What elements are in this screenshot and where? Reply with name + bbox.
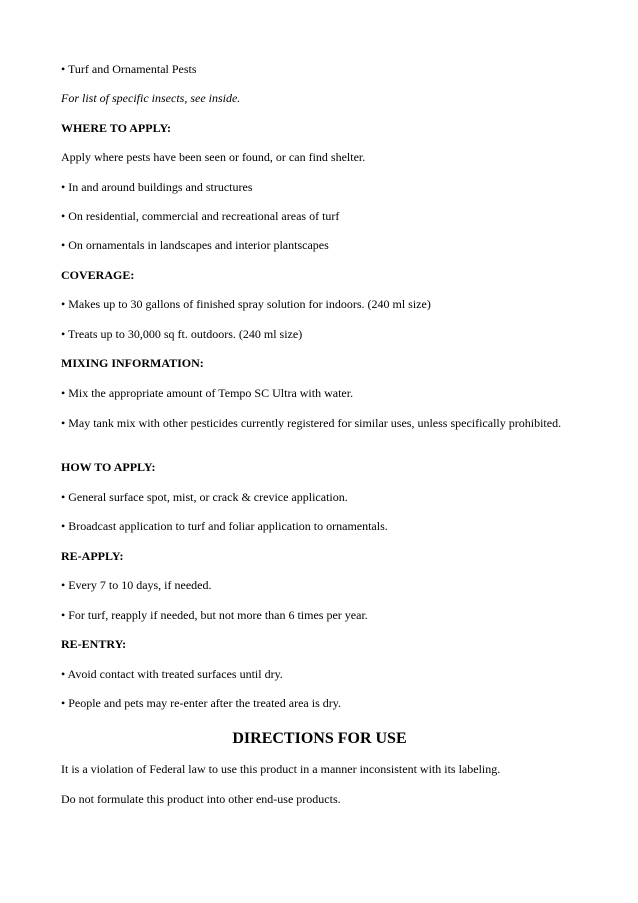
directions-title: DIRECTIONS FOR USE <box>232 730 407 747</box>
list-item: • Avoid contact with treated surfaces until dry. <box>61 667 283 681</box>
list-item: • Treats up to 30,000 sq ft. outdoors. (240 ml size) <box>61 327 303 341</box>
re-apply-heading: RE-APPLY: <box>61 549 124 563</box>
list-item: • Broadcast application to turf and foliar application to ornamentals. <box>61 519 388 533</box>
list-item: • On residential, commercial and recreational areas of turf <box>61 209 340 223</box>
where-to-apply-heading: WHERE TO APPLY: <box>61 121 172 135</box>
coverage-heading: COVERAGE: <box>61 268 135 282</box>
intro-bullet: • Turf and Ornamental Pests <box>61 62 197 76</box>
list-item: • Mix the appropriate amount of Tempo SC Ultra with water. <box>61 386 354 400</box>
list-item: • People and pets may re-enter after the treated area is dry. <box>61 696 341 710</box>
list-item: • General surface spot, mist, or crack & crevice application. <box>61 490 348 504</box>
directions-paragraph: It is a violation of Federal law to use this product in a manner inconsistent with its labeling. <box>61 762 501 776</box>
list-item: • Makes up to 30 gallons of finished spray solution for indoors. (240 ml size) <box>61 297 431 311</box>
mixing-heading: MIXING INFORMATION: <box>61 356 204 370</box>
list-item: • For turf, reapply if needed, but not more than 6 times per year. <box>61 608 368 622</box>
where-to-apply-text: Apply where pests have been seen or found, or can find shelter. <box>61 150 366 164</box>
list-item: • May tank mix with other pesticides currently registered for similar uses, unless specifically prohibited. <box>61 416 562 430</box>
how-to-apply-heading: HOW TO APPLY: <box>61 460 156 474</box>
re-entry-heading: RE-ENTRY: <box>61 637 127 651</box>
directions-paragraph: Do not formulate this product into other end-use products. <box>61 792 341 806</box>
intro-note: For list of specific insects, see inside. <box>61 91 241 105</box>
list-item: • On ornamentals in landscapes and interior plantscapes <box>61 238 329 252</box>
list-item: • Every 7 to 10 days, if needed. <box>61 578 212 592</box>
list-item: • In and around buildings and structures <box>61 180 253 194</box>
